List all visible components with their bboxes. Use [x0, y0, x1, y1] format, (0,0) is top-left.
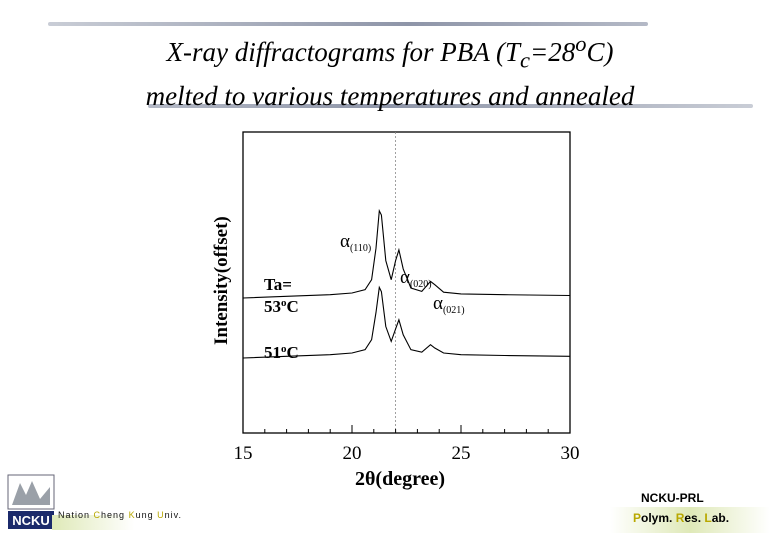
y-axis-label-suffix: (offset)	[211, 216, 232, 274]
x-tick-label: 20	[342, 443, 362, 464]
ncku-logo	[6, 473, 56, 531]
y-axis-label-main: Intensity	[211, 273, 232, 345]
uni-part: Nation	[58, 510, 94, 520]
series-label-part: o	[281, 343, 287, 355]
series-label-part: 51	[264, 343, 281, 362]
series-label	[264, 343, 299, 362]
uni-part-hl: U	[157, 510, 165, 520]
uni-part: ung	[135, 510, 158, 520]
title-superscript: o	[575, 31, 587, 56]
plot-area	[211, 132, 580, 490]
uni-part: niv.	[164, 510, 182, 520]
peak-annotation: $\alpha_{(021)}$	[433, 293, 465, 316]
university-name	[58, 510, 182, 520]
x-axis-label: 2θ(degree)	[354, 468, 446, 490]
x-tick-label: 15	[233, 443, 253, 464]
lab-part: ab.	[711, 511, 730, 525]
series-label-part: C	[286, 343, 299, 362]
x-tick-label: 25	[451, 443, 471, 464]
lab-part: olym.	[641, 511, 676, 525]
uni-part-hl: C	[93, 510, 102, 520]
title-part-mid: =28	[530, 37, 576, 67]
uni-part-hl: K	[128, 510, 136, 520]
logo-text: NCKU	[12, 513, 50, 528]
lab-part-hl: P	[633, 511, 642, 525]
lab-code: NCKU-PRL	[641, 491, 704, 505]
peak-annotation: $\alpha_{(110)}$	[340, 231, 372, 254]
title-part-post: C)	[586, 37, 614, 67]
y-axis-label	[211, 216, 232, 345]
peak-annotation-index: (021)	[442, 305, 465, 316]
lab-name	[633, 511, 729, 525]
lab-part-hl: R	[675, 511, 685, 525]
peak-annotation: $\alpha_{(020)}$	[400, 267, 432, 290]
peak-annotation-index: (020)	[409, 279, 432, 290]
uni-part: heng	[101, 510, 129, 520]
title-line2: melted to various temperatures and annealed	[145, 81, 635, 112]
lab-part-hl: L	[704, 511, 712, 525]
title-subscript: c	[520, 47, 530, 73]
peak-annotation-index: (110)	[349, 243, 372, 254]
x-tick-label: 30	[560, 443, 580, 464]
series-label	[264, 297, 299, 316]
title-part-pre: X-ray diffractograms for PBA (T	[166, 37, 520, 67]
series-label-part: o	[281, 297, 287, 309]
series-label-line1: Ta=	[264, 275, 292, 294]
series-label-part: 53	[264, 297, 281, 316]
lab-part: es.	[684, 511, 705, 525]
series-label-part: C	[286, 297, 299, 316]
